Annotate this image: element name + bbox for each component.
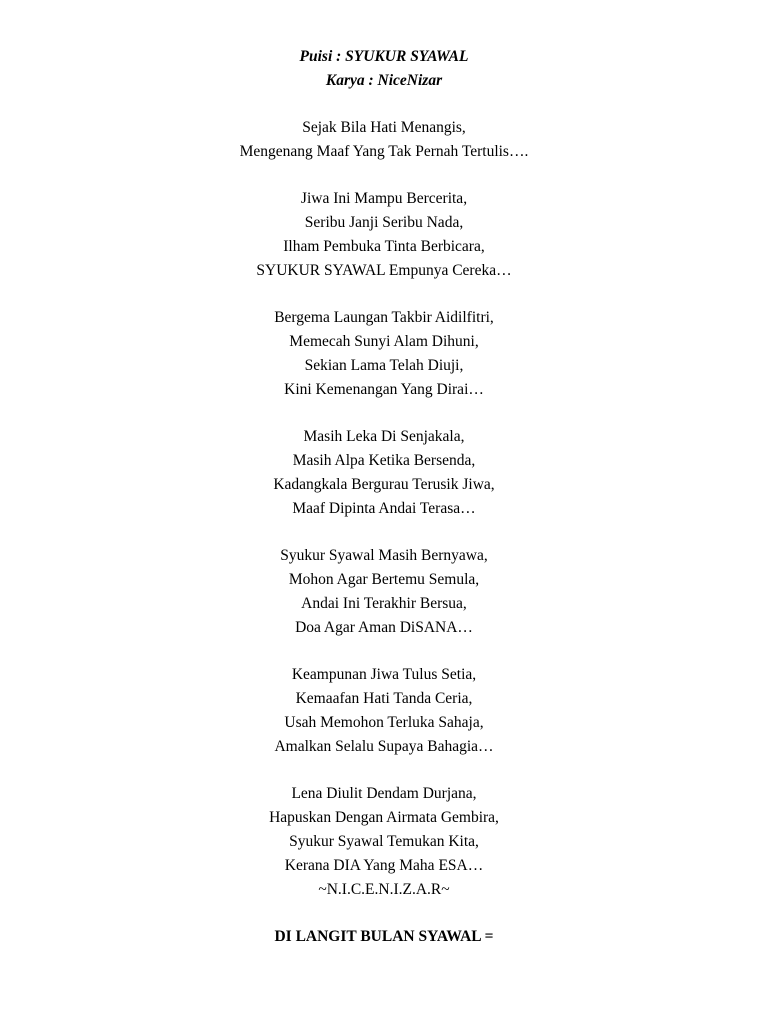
poem-line: Doa Agar Aman DiSANA… xyxy=(295,619,473,636)
poem-line: Sekian Lama Telah Diuji, xyxy=(304,357,464,374)
stanza-1 xyxy=(0,116,768,164)
poem-line: Maaf Dipinta Andai Terasa… xyxy=(292,500,476,517)
poem-line: Masih Alpa Ketika Bersenda, xyxy=(292,452,476,469)
poem-line: Amalkan Selalu Supaya Bahagia… xyxy=(274,738,494,755)
poem-line: Andai Ini Terakhir Bersua, xyxy=(301,595,467,612)
stanza-6 xyxy=(0,663,768,759)
poem-line: Kadangkala Bergurau Terusik Jiwa, xyxy=(273,476,495,493)
poem-line: Masih Leka Di Senjakala, xyxy=(303,428,465,445)
poem-line: Usah Memohon Terluka Sahaja, xyxy=(284,714,484,731)
poem-signature: ~N.I.C.E.N.I.Z.A.R~ xyxy=(318,881,450,898)
stanza-4 xyxy=(0,425,768,521)
document-page xyxy=(0,45,768,949)
poem-line: Kerana DIA Yang Maha ESA… xyxy=(284,857,484,874)
poem-line: Mohon Agar Bertemu Semula, xyxy=(288,571,480,588)
poem-line: Lena Diulit Dendam Durjana, xyxy=(291,785,477,802)
stanza-2 xyxy=(0,187,768,283)
poem-line: Syukur Syawal Temukan Kita, xyxy=(289,833,479,850)
poem-line: Keampunan Jiwa Tulus Setia, xyxy=(291,666,477,683)
poem-line: Seribu Janji Seribu Nada, xyxy=(304,214,464,231)
poem-line: Memecah Sunyi Alam Dihuni, xyxy=(289,333,479,350)
poem-line: Mengenang Maaf Yang Tak Pernah Tertulis…. xyxy=(239,143,529,160)
poem-line: Sejak Bila Hati Menangis, xyxy=(302,119,466,136)
poem-line: Kini Kemenangan Yang Dirai… xyxy=(284,381,484,398)
poem-author: Karya : NiceNizar xyxy=(325,72,443,89)
poem-line: SYUKUR SYAWAL Empunya Cereka… xyxy=(256,262,512,279)
poem-line: Ilham Pembuka Tinta Berbicara, xyxy=(283,238,485,255)
poem-line: Hapuskan Dengan Airmata Gembira, xyxy=(269,809,499,826)
poem-line: Bergema Laungan Takbir Aidilfitri, xyxy=(274,309,494,326)
stanza-7 xyxy=(0,782,768,902)
next-poem-heading: DI LANGIT BULAN SYAWAL = xyxy=(274,928,494,945)
poem-line: Syukur Syawal Masih Bernyawa, xyxy=(280,547,488,564)
stanza-3 xyxy=(0,306,768,402)
poem-line: Jiwa Ini Mampu Bercerita, xyxy=(300,190,468,207)
stanza-5 xyxy=(0,544,768,640)
poem-line: Kemaafan Hati Tanda Ceria, xyxy=(295,690,473,707)
poem-title: Puisi : SYUKUR SYAWAL xyxy=(299,48,469,65)
